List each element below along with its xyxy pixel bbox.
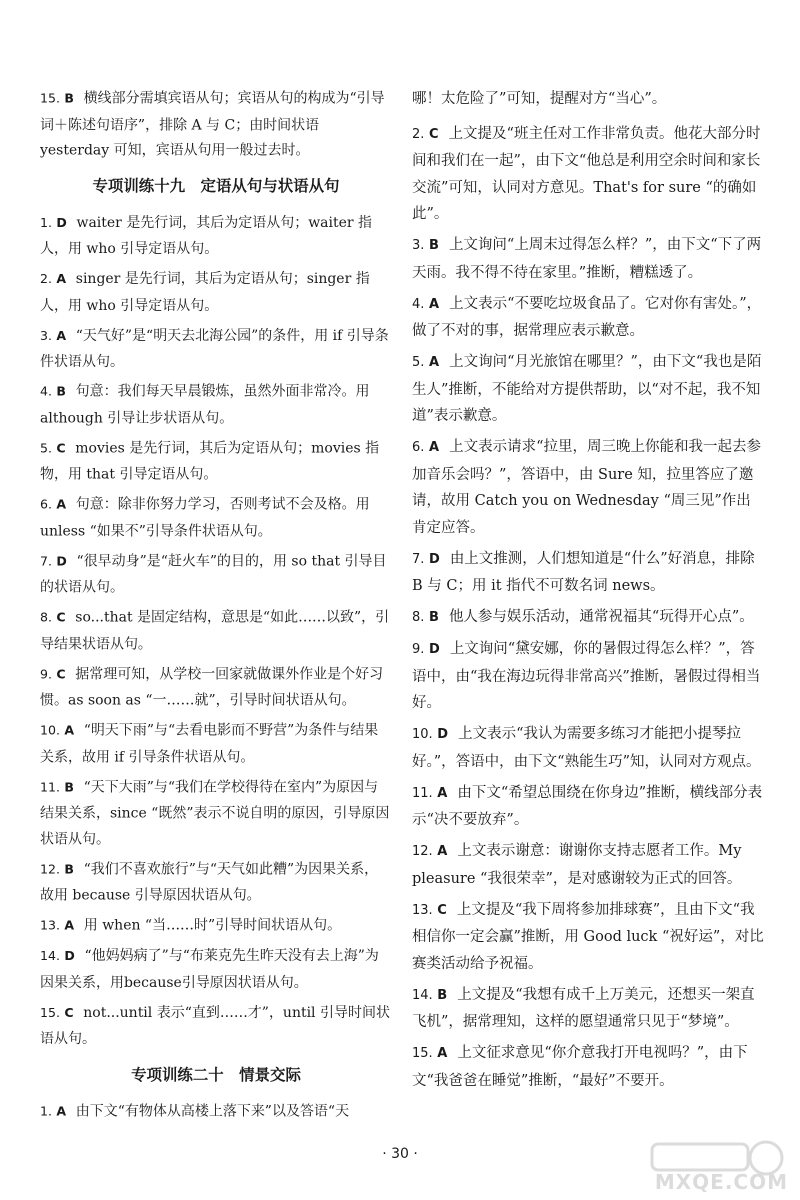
watermark-logo: [648, 1138, 788, 1194]
left-column: [40, 86, 392, 1130]
answer-item: [40, 549, 392, 601]
answer-letter: A: [437, 785, 448, 801]
answer-letter: A: [429, 440, 440, 455]
answer-number: 7.: [412, 551, 425, 567]
answer-number: 11.: [40, 780, 60, 795]
answer-letter: C: [437, 902, 447, 918]
answer-number: 14.: [412, 987, 433, 1003]
answer-letter: A: [429, 355, 440, 370]
answer-letter: C: [56, 610, 66, 626]
answer-number: 9.: [40, 667, 52, 682]
answer-letter: C: [64, 1006, 74, 1021]
answer-number: 5.: [40, 441, 52, 457]
answer-explanation: 上文提及“我想有成千上万美元，还想买一架直飞机”，据常理知，这样的愿望通常只见于“梦境”。: [412, 986, 755, 1030]
answer-item: [412, 838, 764, 892]
answer-explanation: not...until 表示“直到……才”，until 引导时间状语从句。: [40, 1005, 390, 1048]
answer-letter: D: [429, 551, 440, 567]
answer-letter: C: [56, 667, 66, 682]
section-heading-20: 专项训练二十 情景交际: [131, 1064, 301, 1084]
answer-letter: B: [429, 238, 439, 253]
answer-letter: A: [56, 328, 67, 344]
answer-letter: C: [429, 126, 439, 142]
answer-number: 2.: [412, 126, 425, 142]
answer-number: 13.: [412, 902, 433, 918]
answer-letter: B: [56, 385, 66, 400]
answer-list-18-tail: [40, 86, 392, 164]
answer-number: 4.: [40, 385, 52, 400]
answer-item: [40, 379, 392, 431]
answer-item: [412, 780, 764, 834]
answer-item: [412, 982, 764, 1036]
answer-explanation: 上文征求意见“你介意我打开电视吗？”，由下文“我爸爸在睡觉”推断，“最好”不要开。: [412, 1045, 748, 1089]
answer-item: [412, 434, 764, 541]
answer-item: [40, 944, 392, 996]
answer-letter: B: [64, 780, 74, 795]
answer-explanation: movies 是先行词，其后为定语从句；movies 指物，用 that 引导定语从句。: [40, 440, 380, 483]
answer-number: 8.: [40, 610, 52, 626]
answer-letter: B: [64, 862, 74, 877]
answer-letter: D: [64, 949, 75, 965]
answer-letter: A: [56, 272, 67, 287]
answer-number: 5.: [412, 355, 425, 370]
answer-letter: D: [56, 215, 67, 231]
answer-item: [40, 436, 392, 488]
answer-number: 9.: [412, 642, 425, 657]
answer-letter: A: [64, 918, 75, 934]
answer-letter: A: [64, 723, 75, 739]
answer-explanation: 用 when “当……时”引导时间状语从句。: [83, 917, 342, 934]
answer-item: [40, 86, 392, 164]
answer-item: [40, 1099, 392, 1126]
answer-letter: B: [437, 987, 448, 1003]
answer-item: [412, 546, 764, 600]
answer-explanation: waiter 是先行词，其后为定语从句；waiter 指人，用 who 引导定语从句。: [40, 214, 373, 257]
answer-number: 15.: [412, 1046, 433, 1061]
answer-letter: B: [64, 91, 74, 107]
answer-explanation: “天下大雨”与“我们在学校得待在室内”为原因与结果关系，since “既然”表示不说自明的原因，引导原因状语从句。: [40, 779, 390, 847]
answer-explanation: 上文表示“我认为需要多练习才能把小提琴拉好。”，答语中，由下文“熟能生巧”知，认同对方观点。: [412, 726, 761, 770]
right-column: [412, 86, 764, 1099]
answer-letter: A: [56, 498, 67, 513]
answer-item: [40, 605, 392, 657]
answer-explanation: 横线部分需填宾语从句；宾语从句的构成为“引导词＋陈述句语序”，排除 A 与 C；由时间状语 yesterday 可知，宾语从句用一般过去时。: [40, 90, 385, 159]
answer-number: 15.: [40, 91, 60, 107]
answer-explanation: 由下文“有物体从高楼上落下来”以及答语“天: [75, 1103, 350, 1119]
answer-number: 4.: [412, 296, 425, 312]
answer-item: [412, 604, 764, 632]
answer-item: [40, 492, 392, 544]
answer-number: 6.: [40, 498, 52, 513]
answer-item: [40, 856, 392, 908]
answer-explanation: “很早动身”是“赶火车”的目的，用 so that 引导目的状语从句。: [40, 553, 387, 596]
answer-item: [412, 636, 764, 717]
answer-item: [412, 349, 764, 430]
answer-number: 3.: [412, 238, 425, 253]
answer-item: [40, 323, 392, 375]
answer-explanation: 上文询问“月光旅馆在哪里？”，由下文“我也是陌生人”推断，不能给对方提供帮助，以“对不起，我不知道”表示歉意。: [412, 354, 762, 424]
answer-number: 6.: [412, 440, 425, 455]
answer-item: [40, 266, 392, 318]
answer-number: 11.: [412, 785, 433, 801]
answer-item: [412, 1040, 764, 1094]
answer-item: [412, 721, 764, 775]
answer-item: [40, 210, 392, 262]
continued-text: 哪！太危险了”可知，提醒对方“当心”。: [412, 91, 667, 107]
answer-item: [40, 662, 392, 714]
answer-explanation: “我们不喜欢旅行”与“天气如此糟”为因果关系，故用 because 引导原因状语从句。: [40, 861, 379, 904]
answer-letter: A: [429, 296, 440, 312]
answer-letter: D: [437, 727, 449, 742]
answer-number: 10.: [40, 723, 60, 739]
answer-item: [412, 232, 764, 286]
answer-letter: A: [56, 1104, 67, 1119]
section-heading-19: 专项训练十九 定语从句与状语从句: [92, 176, 340, 195]
answer-explanation: “明天下雨”与“去看电影而不野营”为条件与结果关系，故用 if 引导条件状语从句。: [40, 722, 379, 765]
page-number: · 30 ·: [382, 1146, 418, 1162]
answer-list-20: [412, 121, 764, 1095]
answer-explanation: 上文询问“上周末过得怎么样？”，由下文“下了两天雨。我不得不待在家里。”推断，糟糕透了。: [412, 237, 762, 281]
answer-explanation: 由下文“希望总围绕在你身边”推断，横线部分表示“决不要放弃”。: [412, 784, 763, 828]
answer-number: 3.: [40, 328, 52, 344]
answer-number: 12.: [40, 862, 60, 877]
answer-explanation: 上文表示请求“拉里，周三晚上你能和我一起去参加音乐会吗？”，答语中，由 Sure 知，拉里答应了邀请，故用 Catch you on Wednesday “周三见”作出肯定应答。: [412, 439, 761, 536]
answer-item: [40, 913, 392, 940]
answer-letter: A: [437, 844, 448, 859]
answer-list-20-start: [40, 1099, 392, 1126]
answer-explanation: “天气好”是“明天去北海公园”的条件，用 if 引导条件状语从句。: [40, 327, 389, 370]
answer-letter: C: [56, 441, 66, 457]
answer-item: [412, 897, 764, 978]
answer-explanation: singer 是先行词，其后为定语从句；singer 指人，用 who 引导定语从句。: [40, 271, 370, 314]
answer-explanation: 据常理可知，从学校一回家就做课外作业是个好习惯。as soon as “一……就”，引导时间状语从句。: [40, 666, 384, 709]
answer-number: 10.: [412, 727, 433, 742]
answer-letter: A: [437, 1046, 448, 1061]
answer-letter: D: [56, 554, 67, 569]
answer-letter: D: [429, 642, 440, 657]
answer-list-19: [40, 210, 392, 1052]
answer-explanation: 句意：我们每天早晨锻炼，虽然外面非常冷。用 although 引导让步状语从句。: [40, 384, 370, 427]
answer-number: 7.: [40, 554, 52, 569]
answer-explanation: 上文表示“不要吃垃圾食品了。它对你有害处。”，做了不对的事，据常理应表示歉意。: [412, 295, 762, 339]
answer-explanation: 上文表示谢意：谢谢你支持志愿者工作。My pleasure “我很荣幸”，是对感谢较为正式的回答。: [412, 843, 742, 887]
answer-item: [40, 718, 392, 770]
answer-item: [412, 121, 764, 228]
answer-number: 8.: [412, 610, 425, 625]
answer-item: [412, 291, 764, 345]
watermark-url: MXQE.COM: [654, 1170, 788, 1194]
answer-number: 14.: [40, 949, 60, 965]
answer-explanation: “他妈妈病了”与“布莱克先生昨天没有去上海”为因果关系，用because引导原因状语从句。: [40, 948, 379, 991]
answer-explanation: 上文询问“黛安娜，你的暑假过得怎么样？”，答语中，由“我在海边玩得非常高兴”推断，暑假过得相当好。: [412, 641, 761, 711]
answer-explanation: 上文提及“我下周将参加排球赛”，且由下文“我相信你一定会赢”推断，用 Good luck “祝好运”，对比赛类活动给予祝福。: [412, 901, 764, 972]
answer-number: 13.: [40, 918, 60, 934]
answer-explanation: 由上文推测，人们想知道是“什么”好消息，排除 B 与 C；用 it 指代不可数名词 news。: [412, 550, 755, 594]
answer-number: 1.: [40, 1104, 52, 1119]
answer-number: 2.: [40, 272, 52, 287]
answer-letter: B: [429, 610, 439, 625]
answer-item: [40, 774, 392, 852]
answer-explanation: so...that 是固定结构，意思是“如此……以致”，引导结果状语从句。: [40, 609, 390, 652]
answer-explanation: 句意：除非你努力学习，否则考试不会及格。用 unless “如果不”引导条件状语从句。: [40, 497, 370, 540]
answer-number: 1.: [40, 215, 52, 231]
answer-number: 15.: [40, 1006, 60, 1021]
answer-explanation: 他人参与娱乐活动，通常祝福其“玩得开心点”。: [448, 609, 754, 625]
answer-explanation: 上文提及“班主任对工作非常负责。他花大部分时间和我们在一起”，由下文“他总是利用空余时间和家长交流”可知，认同对方意见。That's for sure “的确如此”。: [412, 125, 761, 222]
answer-number: 12.: [412, 844, 433, 859]
answer-item: [40, 1000, 392, 1052]
